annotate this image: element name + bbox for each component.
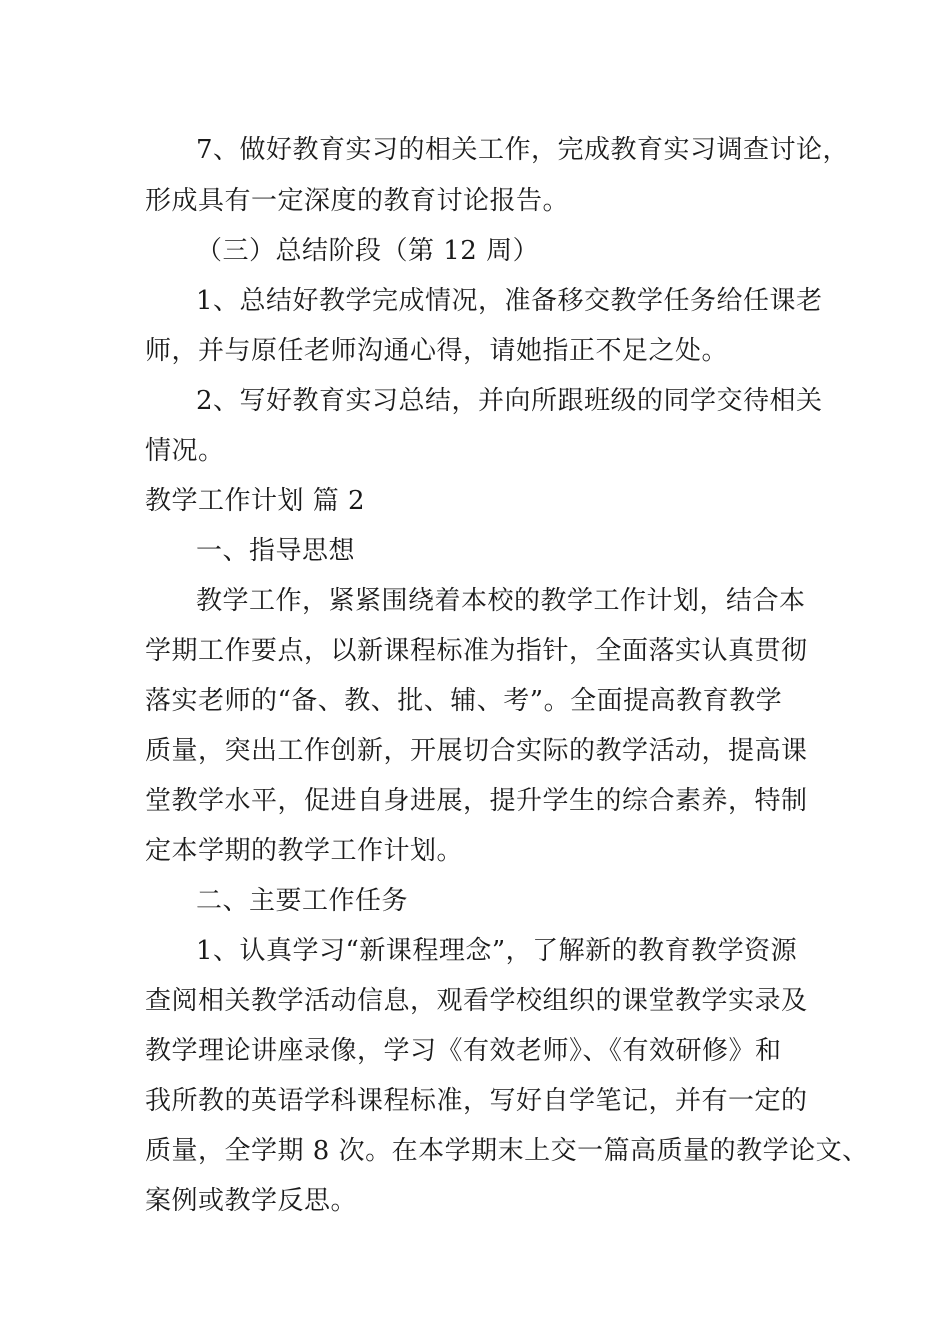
paragraph-line: 教学理论讲座录像，学习《有效老师》、《有效研修》和 (145, 1036, 782, 1066)
paragraph-line: 1、认真学习“新课程理念”，了解新的教育教学资源 (196, 936, 798, 966)
paragraph-line: 教学工作，紧紧围绕着本校的教学工作计划，结合本 (196, 586, 806, 616)
paragraph-line: 堂教学水平，促进自身进展，提升学生的综合素养，特制 (145, 786, 808, 816)
section-heading: （三）总结阶段（第 12 周） (196, 236, 540, 266)
document-title: 教学工作计划 篇 2 (145, 486, 366, 516)
section-heading: 二、主要工作任务 (196, 886, 409, 916)
paragraph-line: 查阅相关教学活动信息，观看学校组织的课堂教学实录及 (145, 986, 808, 1016)
paragraph-line: 情况。 (145, 436, 225, 466)
paragraph-line: 2、写好教育实习总结，并向所跟班级的同学交待相关 (196, 386, 823, 416)
paragraph-line: 定本学期的教学工作计划。 (145, 836, 464, 866)
paragraph-line: 质量，全学期 8 次。在本学期末上交一篇高质量的教学论文、 (145, 1136, 869, 1166)
section-heading: 一、指导思想 (196, 536, 356, 566)
paragraph-line: 师，并与原任老师沟通心得，请她指正不足之处。 (145, 336, 729, 366)
paragraph-line: 案例或教学反思。 (145, 1186, 358, 1216)
paragraph-line: 形成具有一定深度的教育讨论报告。 (145, 186, 570, 216)
paragraph-line: 7、做好教育实习的相关工作，完成教育实习调查讨论， (196, 135, 850, 165)
paragraph-line: 学期工作要点，以新课程标准为指针，全面落实认真贯彻 (145, 636, 808, 666)
paragraph-line: 质量，突出工作创新，开展切合实际的教学活动，提高课 (145, 736, 808, 766)
paragraph-line: 我所教的英语学科课程标准，写好自学笔记，并有一定的 (145, 1086, 808, 1116)
paragraph-line: 1、总结好教学完成情况，准备移交教学任务给任课老 (196, 286, 823, 316)
paragraph-line: 落实老师的“备、教、批、辅、考”。全面提高教育教学 (145, 686, 783, 716)
